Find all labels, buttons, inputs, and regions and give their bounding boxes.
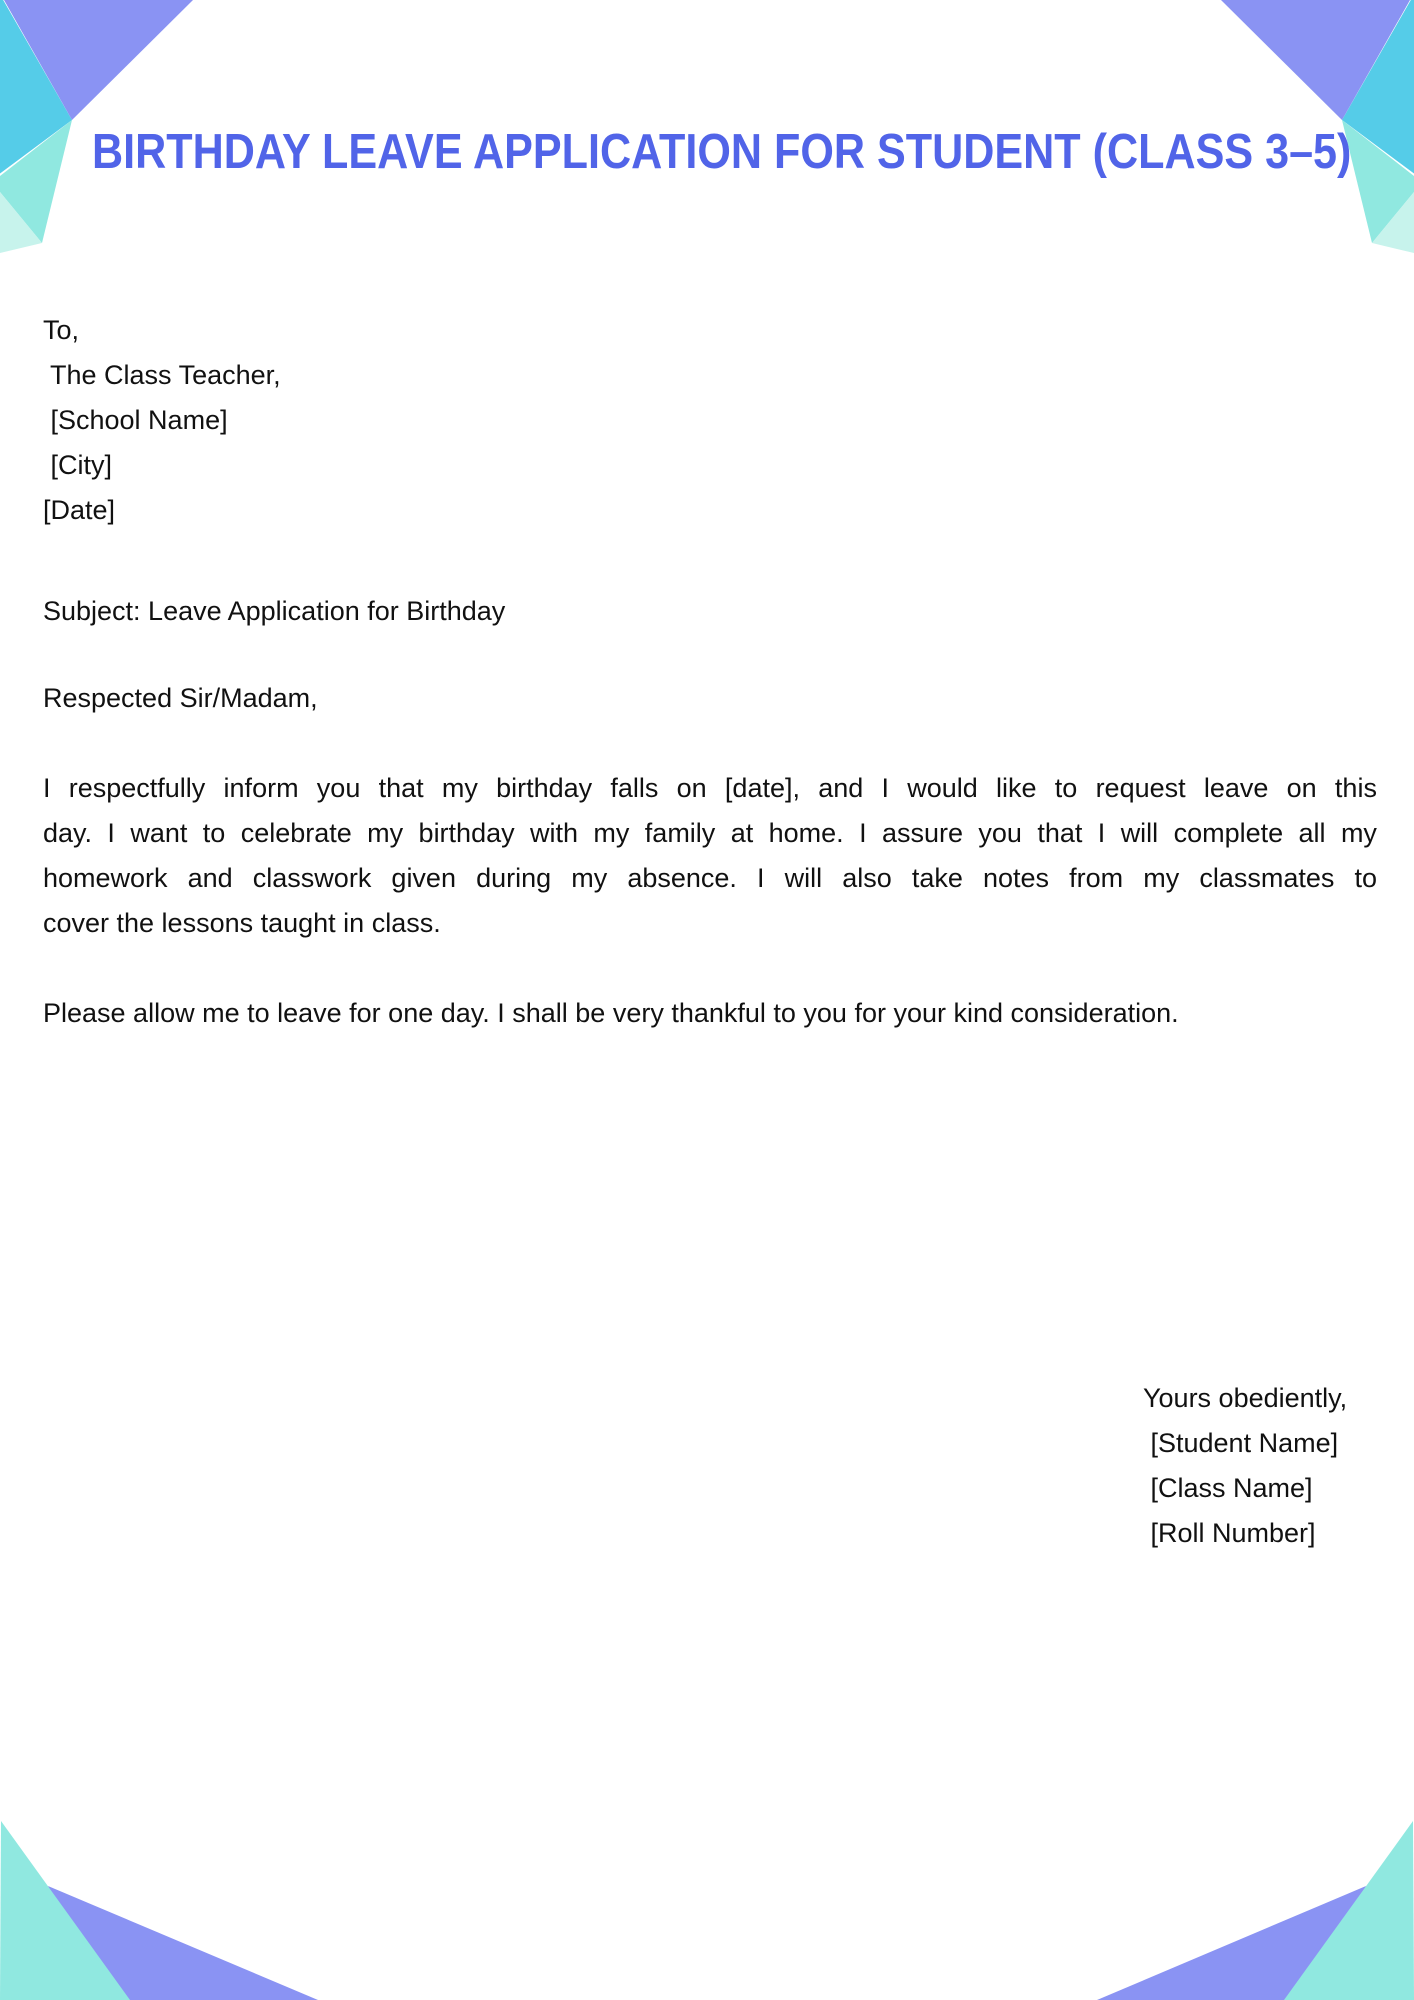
text-line: cover the lessons taught in class. bbox=[43, 908, 441, 938]
word: will bbox=[784, 863, 823, 893]
word: respectfully bbox=[68, 773, 206, 803]
recipient-address-block bbox=[43, 308, 281, 533]
word: falls bbox=[610, 773, 659, 803]
salutation-text: Respected Sir/Madam, bbox=[43, 683, 318, 713]
text-line: [School Name] bbox=[43, 405, 228, 435]
text-line bbox=[43, 856, 1377, 901]
text-line: To, bbox=[43, 315, 80, 345]
word: and bbox=[818, 773, 864, 803]
word: notes bbox=[982, 863, 1050, 893]
text-line bbox=[43, 811, 1377, 856]
text-line: [City] bbox=[43, 450, 113, 480]
word: that bbox=[1037, 818, 1083, 848]
word: my bbox=[571, 863, 608, 893]
word: leave bbox=[1203, 773, 1269, 803]
page-title: BIRTHDAY LEAVE APPLICATION FOR STUDENT (CLASS 3–5) bbox=[92, 124, 1352, 179]
subject-text: Subject: Leave Application for Birthday bbox=[43, 596, 506, 626]
text-line bbox=[43, 766, 1377, 811]
word: day. bbox=[43, 818, 93, 848]
word: celebrate bbox=[240, 818, 352, 848]
word: to bbox=[202, 818, 226, 848]
word: from bbox=[1069, 863, 1124, 893]
word: at bbox=[730, 818, 754, 848]
signature-block bbox=[1143, 1376, 1347, 1556]
teal-triangle bbox=[1284, 1821, 1414, 2000]
word: family bbox=[644, 818, 716, 848]
word: all bbox=[1298, 818, 1326, 848]
word: my bbox=[593, 818, 630, 848]
word: will bbox=[1120, 818, 1159, 848]
text-line: [Date] bbox=[43, 495, 116, 525]
subject-line bbox=[43, 589, 505, 634]
word: inform bbox=[223, 773, 299, 803]
text-line: Yours obediently, bbox=[1143, 1383, 1348, 1413]
text-line: [Student Name] bbox=[1143, 1428, 1339, 1458]
salutation-line bbox=[43, 676, 318, 721]
word: birthday bbox=[496, 773, 593, 803]
word: complete bbox=[1173, 818, 1284, 848]
word: I bbox=[757, 863, 765, 893]
word: you bbox=[316, 773, 361, 803]
word: my bbox=[1340, 818, 1377, 848]
closing-paragraph bbox=[43, 991, 1377, 1036]
word: that bbox=[378, 773, 424, 803]
text-line: [Class Name] bbox=[1143, 1473, 1313, 1503]
word: classwork bbox=[252, 863, 372, 893]
word: want bbox=[130, 818, 188, 848]
closing-text: Please allow me to leave for one day. I shall be very thankful to you for your kind consideration. bbox=[43, 998, 1179, 1028]
body-paragraph bbox=[43, 766, 1377, 946]
word: would bbox=[907, 773, 978, 803]
text-line: The Class Teacher, bbox=[43, 360, 281, 390]
word: [date], bbox=[724, 773, 800, 803]
word: my bbox=[441, 773, 478, 803]
word: classmates bbox=[1199, 863, 1335, 893]
word: like bbox=[996, 773, 1037, 803]
word: on bbox=[1286, 773, 1317, 803]
word: my bbox=[367, 818, 404, 848]
word: given bbox=[391, 863, 456, 893]
word: assure bbox=[881, 818, 964, 848]
word: this bbox=[1334, 773, 1377, 803]
word: on bbox=[676, 773, 707, 803]
word: to bbox=[1054, 773, 1078, 803]
word: to bbox=[1354, 863, 1377, 893]
word: I bbox=[1097, 818, 1106, 848]
word: birthday bbox=[418, 818, 515, 848]
word: homework bbox=[43, 863, 168, 893]
word: take bbox=[911, 863, 963, 893]
word: you bbox=[978, 818, 1022, 848]
word: and bbox=[187, 863, 233, 893]
word: I bbox=[881, 773, 890, 803]
word: I bbox=[859, 818, 867, 848]
word: also bbox=[842, 863, 892, 893]
word: request bbox=[1095, 773, 1186, 803]
word: my bbox=[1143, 863, 1180, 893]
word: absence. bbox=[627, 863, 737, 893]
word: home. bbox=[768, 818, 844, 848]
word: during bbox=[476, 863, 552, 893]
corner-decoration-bottom-left bbox=[0, 1821, 318, 2000]
word: with bbox=[530, 818, 579, 848]
word: I bbox=[43, 773, 51, 803]
teal-triangle bbox=[0, 1821, 130, 2000]
word: I bbox=[107, 818, 115, 848]
text-line: [Roll Number] bbox=[1143, 1518, 1316, 1548]
corner-decoration-bottom-right bbox=[1097, 1821, 1414, 2000]
